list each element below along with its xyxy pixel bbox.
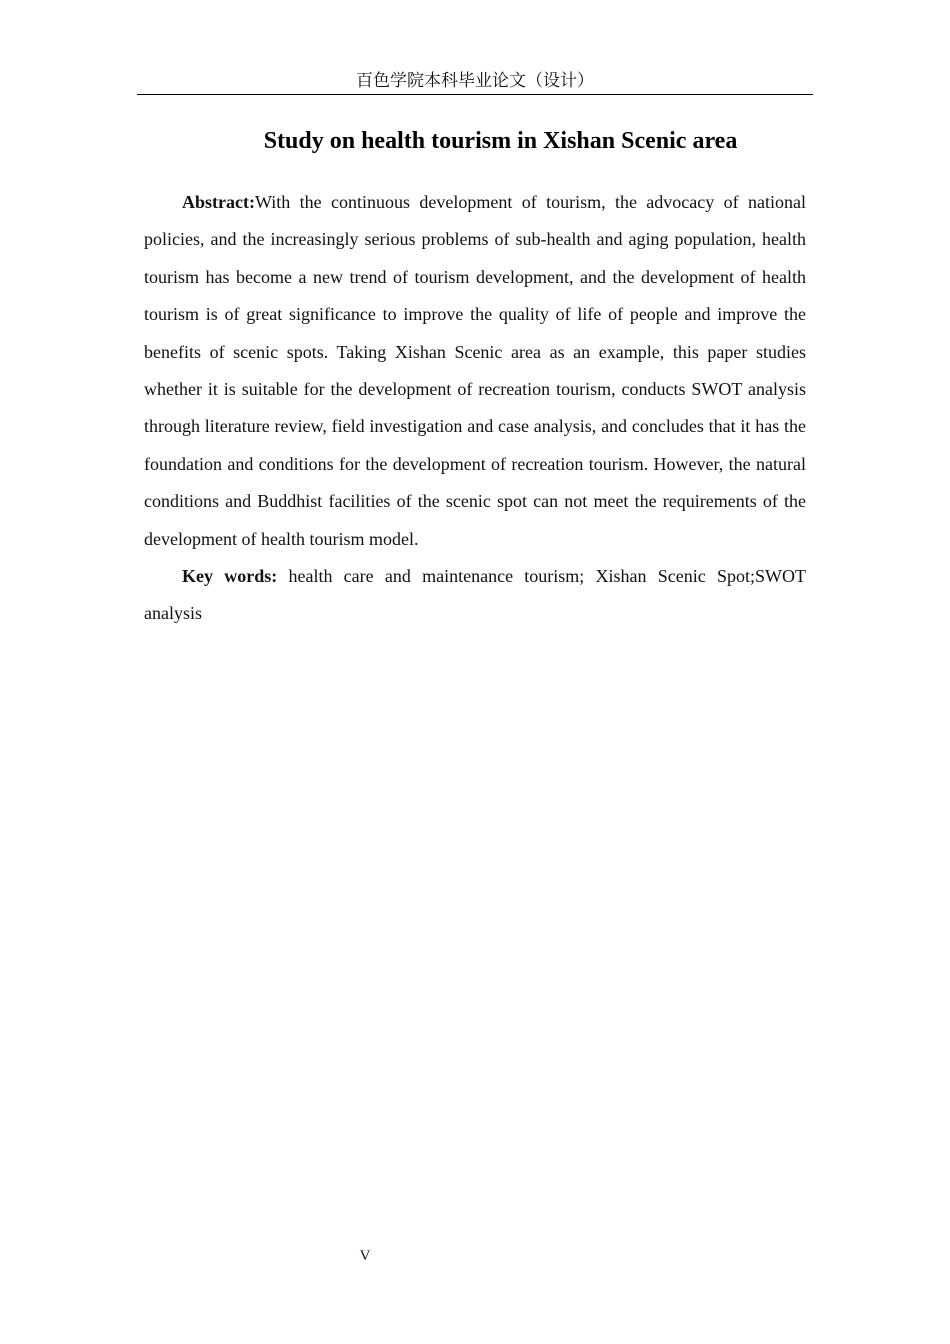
keywords-label: Key words: — [182, 566, 278, 587]
page-header — [137, 68, 813, 95]
header-text: 百色学院本科毕业论文（设计） — [356, 71, 594, 91]
abstract-label: Abstract: — [182, 192, 255, 212]
paper-title: Study on health tourism in Xishan Scenic area — [263, 128, 738, 154]
abstract-text: With the continuous development of tourism, the advocacy of national policies, and the increasingly serious problems of sub-health and aging population, health tourism has become a new trend of tourism development, and the development of health tourism is of great significance to improve the quality of life of people and improve the benefits of scenic spots. Taking Xishan Scenic area as an example, this paper studies whether it is suitable for the development of recreation tourism, conducts SWOT analysis through literature review, field investigation and case analysis, and concludes that it has the foundation and conditions for the development of recreation tourism. However, the natural conditions and Buddhist facilities of the scenic spot can not meet the requirements of the development of health tourism model. — [144, 192, 806, 549]
page-number: V — [359, 1248, 371, 1264]
keywords-paragraph — [144, 558, 806, 633]
keywords-text: health care and maintenance tourism; Xishan Scenic Spot;SWOT analysis — [144, 566, 806, 624]
abstract-section — [144, 184, 806, 633]
abstract-paragraph — [144, 184, 806, 558]
